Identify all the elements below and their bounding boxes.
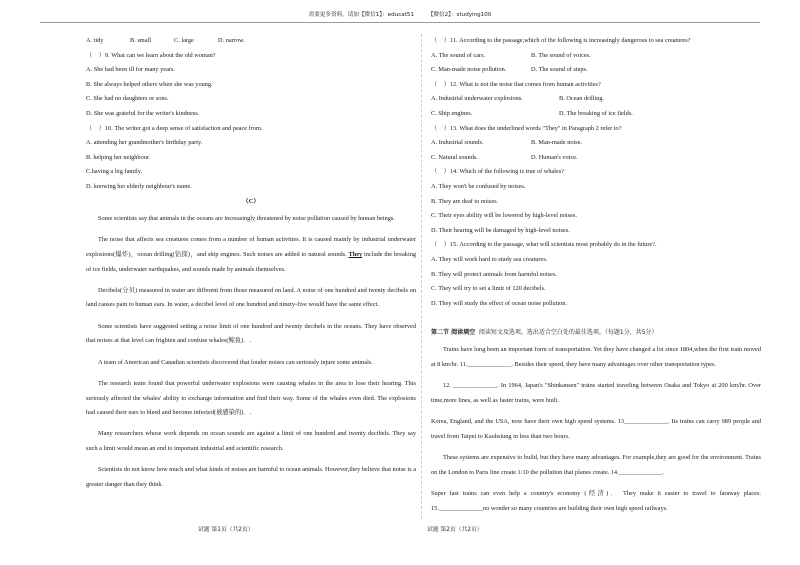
section-c-title: （C） <box>242 197 260 205</box>
q12-options-row1 <box>431 95 761 110</box>
q10-option-d: D. knowing her elderly neighbour's name. <box>86 182 192 190</box>
q11-options-row2 <box>431 66 761 81</box>
q10-option-a: A. attending her grandmother's birthday party. <box>86 139 203 147</box>
left-column <box>86 37 416 499</box>
q15-option-b: B. They will protect animals from harmful noises. <box>431 270 557 278</box>
q14-stem: （ ）14. Which of the following is true of whales? <box>431 168 565 176</box>
q10-option-b: B. helping her neighbour. <box>86 153 151 161</box>
reading-paragraph-2: 12. ______________. In 1964, Japan's "Shinkansen" trains started traveling between Osaka and Tokyo at 200 km/hr. Over time,more lines, as well as faster trains, were built. <box>431 382 761 404</box>
header-text-1: 需要更多资料，请加【微信1】：educat51 <box>308 12 415 18</box>
reading-paragraph-4: These systems are expensive to build, but they have many advantages. For example,they are good for the environment. Trains on the London to Paris line create 1/10 the pollution that planes create. 14.______________. <box>431 454 761 476</box>
passage-paragraph-8: Scientists do not know how much and what kinds of noises are harmful to ocean animals. However,they believe that noise is a greater danger than they think. <box>86 466 416 488</box>
q13-options-row1 <box>431 139 761 154</box>
section-2-title: 第二节 阅读填空 <box>431 328 476 336</box>
q14-option-b: B. They are deaf to noises. <box>431 197 499 205</box>
passage-paragraph-1: Some scientists say that animals in the oceans are increasingly threatened by noise pollution caused by human beings. <box>98 215 395 223</box>
q15-option-c: C. They will try to set a limit of 120 decibels. <box>431 285 546 293</box>
q13-option-c: C. Natural sounds. <box>431 153 478 161</box>
passage-paragraph-6: The research team found that powerful underwater explosions were causing whales in the area to lose their hearing. This seriously affected the whales' ability to exchange information and find their way. Some of the whales even died. The explosions had caused their ears to bleed and become infected(被感染的)．. <box>86 379 416 417</box>
q9-stem: （ ）9. What can we learn about the old woman? <box>86 51 216 59</box>
q12-option-a: A. Industrial underwater explosions. <box>431 95 523 103</box>
q13-stem: （ ）13. What does the underlined words "They" in Paragraph 2 refer to? <box>431 124 622 132</box>
q13-option-a: A. Industrial sounds. <box>431 139 484 147</box>
passage-paragraph-7: Many researchers whose work depends on ocean sounds are against a limit of one hundred and twenty decibels. They say such a limit would mean an end to important industrial and scientific research. <box>86 430 416 452</box>
q11-option-d: D. The sound of steps. <box>531 66 588 74</box>
underlined-they: They <box>348 251 363 258</box>
passage-paragraph-5: A team of American and Canadian scientists discovered that louder noises can seriously injure some animals. <box>98 358 373 366</box>
q8-option-b: B. small <box>130 37 151 44</box>
reading-paragraph-3: Korea, England, and the USA, now have their own high speed systems. 13______________. Its trains can carry 989 people and travel from Taipei to Kaohsiung in less than two hours. <box>431 418 761 440</box>
section-2-heading <box>431 329 761 344</box>
q15-option-a: A. They will work hard to study sea creatures. <box>431 255 548 263</box>
q12-stem: （ ）12. What is not the noise that comes from human activities? <box>431 80 601 88</box>
page-header <box>0 10 800 18</box>
q11-option-a: A. The sound of cars. <box>431 51 486 59</box>
passage-paragraph-2 <box>86 233 416 277</box>
q12-option-c: C. Ship engines. <box>431 109 473 117</box>
header-rule <box>40 22 760 23</box>
q11-option-c: C. Man-made noise pollution. <box>431 66 507 74</box>
q9-option-c: C. She had no daughters or sons. <box>86 95 169 103</box>
q9-option-b: B. She always helped others when she was young. <box>86 80 213 88</box>
q8-option-a: A. tidy <box>86 37 104 44</box>
q10-option-c: C.having a big family. <box>86 168 143 176</box>
q11-stem: （ ）11. According to the passage,which of the following is increasingly dangerous to sea creatures? <box>431 37 691 44</box>
section-2-instructions: 阅读短文及选项，选出适合空白处的最佳选项。（每题1分，共5分） <box>478 328 658 336</box>
q8-options <box>86 37 416 52</box>
passage-paragraph-4: Some scientists have suggested setting a noise limit of one hundred and twenty decibels in the oceans. They have observed that noises at that level can frighten and confuse whales(鲸鱼)．. <box>86 322 416 345</box>
q15-option-d: D. They will study the effect of ocean noise pollution. <box>431 299 567 307</box>
right-column <box>431 37 761 523</box>
column-divider <box>421 34 422 519</box>
q11-option-b: B. The sound of voices. <box>531 51 591 59</box>
passage-paragraph-3: Decibels(分贝) measured in water are different from those measured on land. A noise of one hundred and twenty decibels on land causes pain to human ears. In water, a decibel level of one hundred and ninety-five would have the same effect. <box>86 286 416 309</box>
header-text-2: 【微信2】：studying100 <box>427 12 492 18</box>
q11-options-row1 <box>431 52 761 67</box>
q13-options-row2 <box>431 154 761 169</box>
q15-stem: （ ）15. According to the passage, what will scientists most probably do in the future?. <box>431 241 657 249</box>
q14-option-d: D. Their hearing will be damaged by high-level noises. <box>431 226 570 234</box>
q14-option-c: C. Their eyes ability will be lowered by high-level noises. <box>431 212 577 220</box>
p2-text-b: include the breaking of ice fields, underwater earthquakes, and sounds made by animals themselves. <box>86 251 416 273</box>
q9-option-a: A. She had been ill for many years. <box>86 66 176 74</box>
q10-stem: （ ）10. The writer got a deep sense of satisfaction and peace from. <box>86 124 263 132</box>
q13-option-d: D. Human's voice. <box>531 153 578 161</box>
reading-paragraph-5: Super fast trains can even help a country's economy (经济)． They make it easier to travel to faraway places. 15.______________no wonder so many countries are building their own high speed railways. <box>431 489 761 512</box>
p2-text-a: The noise that affects sea creatures comes from a number of human activities. It is caused mainly by industrial underwater explosions(爆炸)，ocean drilling(钻探)，and ship engines. Such noises are added to natural sounds. <box>86 236 416 258</box>
q9-option-d: D. She was grateful for the writer's kindness. <box>86 109 200 117</box>
q13-option-b: B. Man-made noise. <box>531 139 583 147</box>
reading-paragraph-1: Trains have long been an important form of transportation. Yet they have changed a lot since 1804,when the first train moved at 8 km/hr. 11.______________. Besides their speed, they have many advantages over other transportation types. <box>431 346 761 369</box>
q12-option-b: B. Ocean drilling. <box>559 95 605 103</box>
q8-option-d: D. narrow. <box>218 37 245 44</box>
left-page-footer: 试题 第1页（共2页） <box>198 527 254 533</box>
q12-options-row2 <box>431 110 761 125</box>
q14-option-a: A. They won't be confused by noises. <box>431 182 526 190</box>
q12-option-d: D. The breaking of ice fields. <box>559 109 633 117</box>
right-page-footer: 试题 第2页（共2页） <box>427 527 483 533</box>
q8-option-c: C. large <box>174 37 194 44</box>
spacer <box>431 314 761 329</box>
